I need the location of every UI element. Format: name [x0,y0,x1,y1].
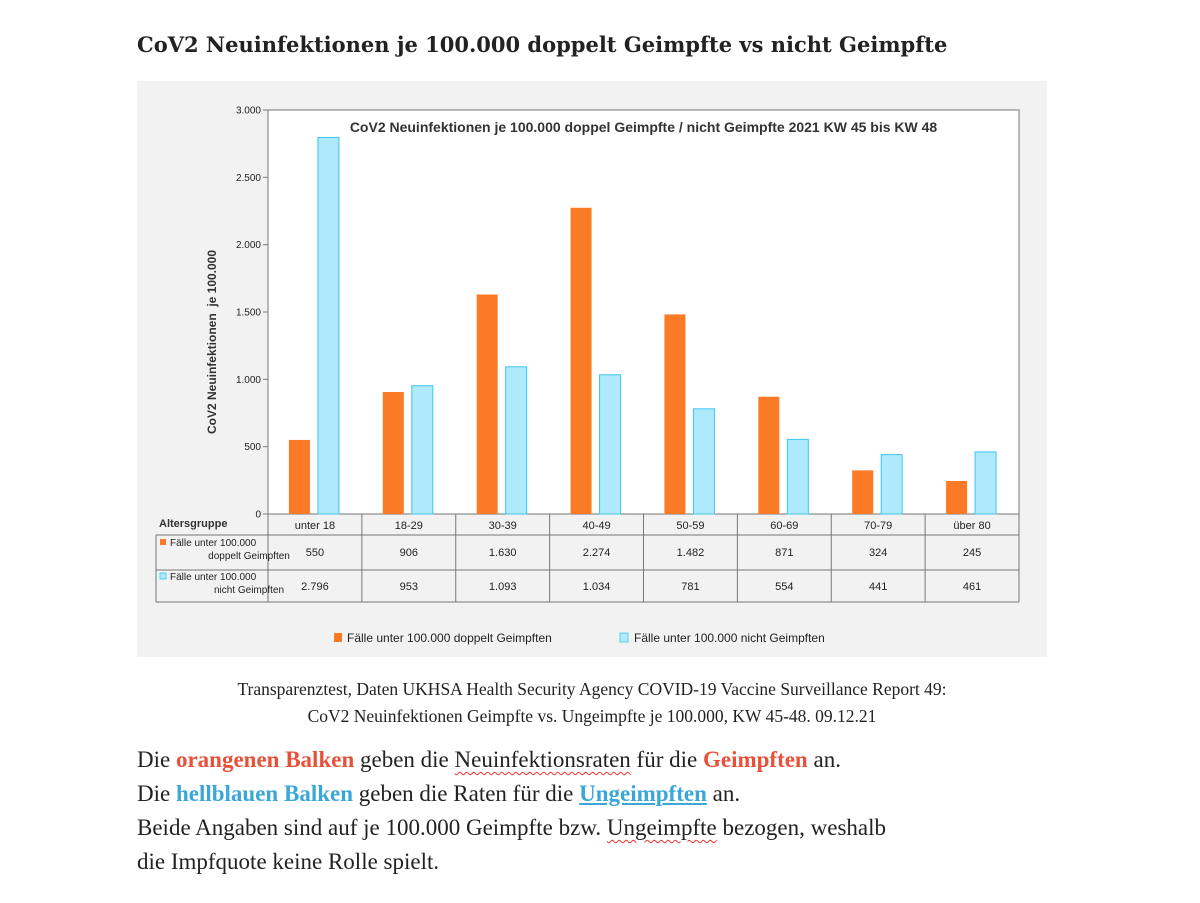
vaccinated-highlight: Geimpften [702,747,808,772]
bar-unvaccinated-5 [693,409,714,514]
bar-unvaccinated-7 [881,455,902,514]
page-title: CoV2 Neuinfektionen je 100.000 doppelt Geimpfte vs nicht Geimpfte [137,32,948,57]
data-value-label: 1.034 [582,581,611,593]
x-tick-label: 40-49 [582,520,611,532]
bar-vaccinated-5 [664,314,685,514]
bar-vaccinated-2 [383,392,404,514]
paragraph-3 [137,811,1097,845]
x-tick-label: unter 18 [294,520,336,532]
y-axis-label: CoV2 Neuinfektionen je 100.000 [205,249,219,435]
text-run: geben die Raten für die [353,781,580,806]
x-tick-label: 30-39 [488,520,517,532]
data-value-label: 2.796 [301,581,329,593]
data-value-label: 1.093 [488,581,517,593]
bar-unvaccinated-8 [975,452,996,514]
spellcheck-word-rates: Neuinfektionsraten [454,747,631,772]
text-run: an. [807,747,841,772]
data-value-label: 906 [399,547,418,559]
y-tick-label: 1.000 [235,374,261,386]
data-value-label: 871 [775,547,794,559]
y-tick-label: 0 [255,509,261,521]
y-tick-label: 1.500 [235,307,261,319]
data-value-label: 781 [681,581,700,593]
text-run: an. [706,781,741,806]
blue-bars-highlight: hellblauen Balken [175,781,353,806]
data-value-label: 461 [962,581,982,593]
legend-swatch-vaccinated [334,633,342,642]
x-tick-label: 60-69 [770,520,799,532]
chart-title: CoV2 Neuinfektionen je 100.000 doppel Geimpfte / nicht Geimpfte 2021 KW 45 bis KW 48 [349,119,938,135]
bar-vaccinated-4 [571,208,592,514]
unvaccinated-link[interactable]: Ungeimpften [579,781,707,806]
plot-area [268,110,1019,514]
bar-vaccinated-3 [477,294,498,514]
bar-vaccinated-8 [946,481,967,514]
table-swatch-unvaccinated [160,573,166,579]
x-tick-label: 50-59 [676,520,705,532]
bar-vaccinated-6 [758,397,779,514]
legend-label-vaccinated: Fälle unter 100.000 doppelt Geimpften [347,631,552,645]
y-tick-label: 500 [244,442,261,454]
bar-chart [137,81,1047,657]
x-tick-label: 18-29 [394,520,423,532]
data-value-label: 550 [305,547,325,559]
legend-label-unvaccinated: Fälle unter 100.000 nicht Geimpften [634,631,825,645]
table-row-label: Fälle unter 100.000 [170,538,257,549]
x-tick-label: 70-79 [864,520,893,532]
caption-line-1: Transparenztest, Daten UKHSA Health Security Agency COVID-19 Vaccine Surveillance Report 49: [237,679,947,699]
y-tick-label: 2.000 [235,240,261,252]
y-tick-label: 2.500 [235,172,261,184]
paragraph-2 [137,777,1097,811]
chart-figure [137,81,1047,657]
text-run: Beide Angaben sind auf je 100.000 Geimpfte bzw. [137,815,607,840]
data-value-label: 953 [399,581,418,593]
paragraph-1 [137,743,1097,777]
bar-unvaccinated-2 [412,386,433,514]
text-run: Die [137,747,176,772]
data-value-label: 554 [775,581,794,593]
bar-unvaccinated-3 [506,367,527,514]
bar-unvaccinated-6 [787,439,808,514]
text-run: Die [137,781,176,806]
table-swatch-vaccinated [160,539,166,545]
explanation-text [137,743,1097,879]
x-tick-label: über 80 [953,520,991,532]
bar-vaccinated-1 [289,440,310,514]
caption-line-2: CoV2 Neuinfektionen Geimpfte vs. Ungeimpfte je 100.000, KW 45-48. 09.12.21 [307,706,877,726]
bar-vaccinated-7 [852,470,873,514]
table-row-label: doppelt Geimpften [208,551,290,562]
paragraph-4: die Impfquote keine Rolle spielt. [137,849,440,874]
text-run: geben die [354,747,455,772]
data-value-label: 2.274 [582,547,611,559]
table-row-label: nicht Geimpften [213,585,285,596]
spellcheck-word-unvaccinated: Ungeimpfte [606,815,717,840]
data-value-label: 1.482 [676,547,705,559]
data-value-label: 1.630 [488,547,517,559]
data-value-label: 324 [869,547,888,559]
text-run: für die [630,747,703,772]
x-axis-label: Altersgruppe [159,518,228,530]
table-row-label: Fälle unter 100.000 [170,572,257,583]
orange-bars-highlight: orangenen Balken [175,747,355,772]
y-tick-label: 3.000 [235,105,261,117]
bar-unvaccinated-4 [600,375,621,514]
bar-unvaccinated-1 [318,137,339,514]
text-run: bezogen, weshalb [716,815,887,840]
data-value-label: 441 [869,581,888,593]
figure-caption [137,676,1047,730]
legend-swatch-unvaccinated [620,633,628,642]
data-value-label: 245 [962,547,982,559]
